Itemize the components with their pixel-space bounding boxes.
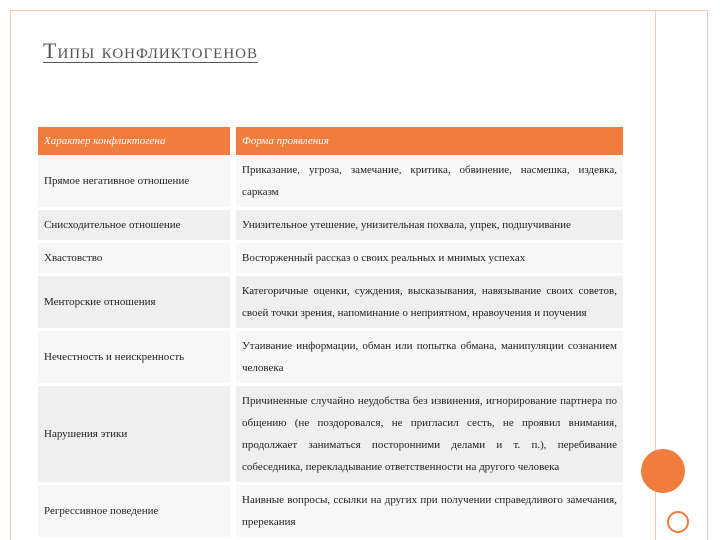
row-form: Категоричные оценки, суждения, высказывания, навязывание своих советов, своей точки зрения, напоминание о неприятном, нравоучения и поучения <box>233 275 623 330</box>
table-header-row <box>38 127 623 155</box>
table-row <box>38 484 623 539</box>
table-row <box>38 385 623 484</box>
table-row <box>38 209 623 242</box>
row-form: Унизительное утешение, унизительная похвала, упрек, подшучивание <box>233 209 623 242</box>
decorative-circle-small <box>667 511 689 533</box>
row-type: Снисходительное отношение <box>38 209 233 242</box>
decorative-circle-large <box>641 449 685 493</box>
header-type: Характер конфликтогена <box>38 127 233 155</box>
row-form: Восторженный рассказ о своих реальных и мнимых успехах <box>233 242 623 275</box>
row-type: Нечестность и неискренность <box>38 330 233 385</box>
page-title: Типы конфликтогенов <box>43 38 259 63</box>
table-row <box>38 242 623 275</box>
table-row <box>38 330 623 385</box>
row-type: Прямое негативное отношение <box>38 155 233 209</box>
conflictogen-table <box>38 127 623 540</box>
row-form: Утаивание информации, обман или попытка обмана, манипуляции сознанием человека <box>233 330 623 385</box>
row-form: Наивные вопросы, ссылки на других при получении справедливого замечания, пререкания <box>233 484 623 539</box>
table-row <box>38 155 623 209</box>
row-type: Хвастовство <box>38 242 233 275</box>
row-form: Причиненные случайно неудобства без извинения, игнорирование партнера по общению (не поздоровался, не пригласил сесть, не проявил внимания, продолжает заниматься посторонними делами и т. п.), перебивание собеседника, перекладывание ответственности на другого человека <box>233 385 623 484</box>
row-form: Приказание, угроза, замечание, критика, обвинение, насмешка, издевка, сарказм <box>233 155 623 209</box>
row-type: Менторские отношения <box>38 275 233 330</box>
row-type: Регрессивное поведение <box>38 484 233 539</box>
table-row <box>38 275 623 330</box>
header-form: Форма проявления <box>233 127 623 155</box>
row-type: Нарушения этики <box>38 385 233 484</box>
